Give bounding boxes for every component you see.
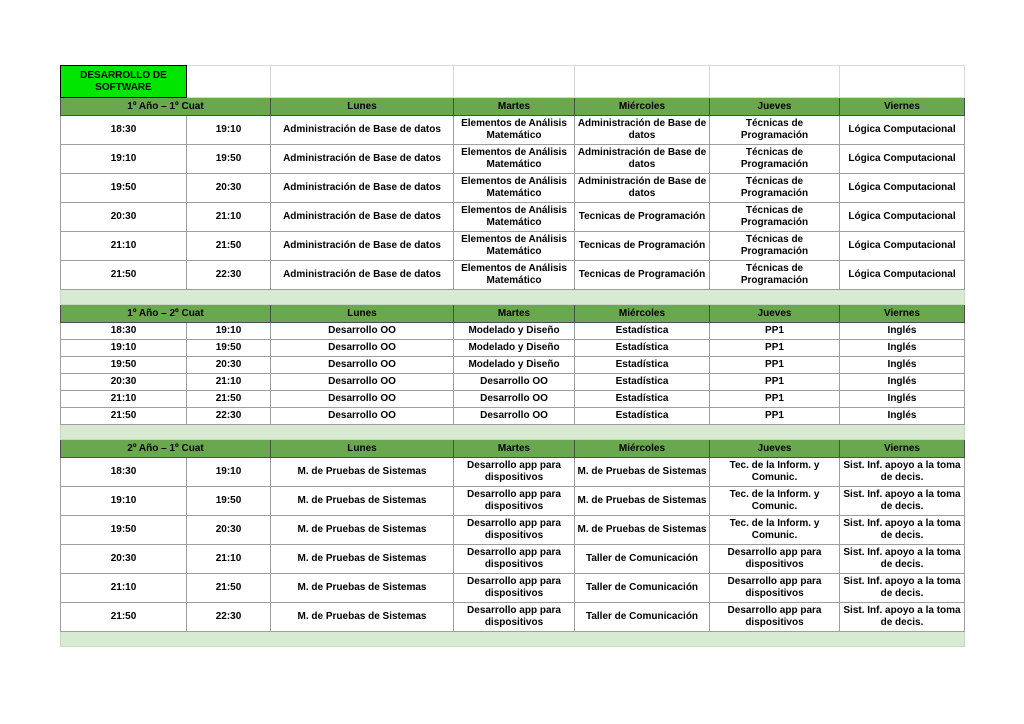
day-header: Jueves: [710, 440, 840, 458]
class-cell: M. de Pruebas de Sistemas: [271, 458, 454, 487]
class-cell: Desarrollo OO: [271, 374, 454, 391]
class-cell: Tecnicas de Programación: [575, 232, 710, 261]
start-time: 21:10: [61, 574, 187, 603]
class-cell: Desarrollo OO: [271, 357, 454, 374]
day-header: Lunes: [271, 440, 454, 458]
class-cell: Administración de Base de datos: [271, 116, 454, 145]
day-header: Martes: [454, 98, 575, 116]
class-cell: PP1: [710, 357, 840, 374]
class-cell: Desarrollo app para dispositivos: [454, 516, 575, 545]
class-cell: Administración de Base de datos: [271, 261, 454, 290]
class-cell: Inglés: [840, 391, 965, 408]
class-cell: Administración de Base de datos: [271, 174, 454, 203]
day-header: Jueves: [710, 305, 840, 323]
class-cell: Estadística: [575, 374, 710, 391]
class-cell: Modelado y Diseño: [454, 340, 575, 357]
class-cell: M. de Pruebas de Sistemas: [271, 545, 454, 574]
class-cell: Desarrollo app para dispositivos: [454, 487, 575, 516]
start-time: 19:50: [61, 516, 187, 545]
class-cell: Desarrollo OO: [454, 374, 575, 391]
class-cell: PP1: [710, 374, 840, 391]
class-cell: Elementos de Análisis Matemático: [454, 232, 575, 261]
end-time: 19:50: [187, 145, 271, 174]
schedule-row: [61, 174, 965, 203]
class-cell: M. de Pruebas de Sistemas: [271, 574, 454, 603]
title-row: [61, 66, 965, 98]
start-time: 21:50: [61, 261, 187, 290]
end-time: 20:30: [187, 516, 271, 545]
start-time: 18:30: [61, 116, 187, 145]
schedule-row: [61, 374, 965, 391]
day-header: Martes: [454, 305, 575, 323]
class-cell: Desarrollo app para dispositivos: [710, 545, 840, 574]
class-cell: M. de Pruebas de Sistemas: [575, 516, 710, 545]
start-time: 19:10: [61, 340, 187, 357]
class-cell: Desarrollo app para dispositivos: [454, 603, 575, 632]
class-cell: Administración de Base de datos: [271, 203, 454, 232]
end-time: 19:50: [187, 487, 271, 516]
class-cell: Lógica Computacional: [840, 261, 965, 290]
class-cell: Tec. de la Inform. y Comunic.: [710, 516, 840, 545]
schedule-row: [61, 574, 965, 603]
end-time: 19:10: [187, 323, 271, 340]
class-cell: Elementos de Análisis Matemático: [454, 174, 575, 203]
schedule-table: [60, 65, 965, 647]
class-cell: Administración de Base de datos: [271, 232, 454, 261]
end-time: 21:50: [187, 574, 271, 603]
class-cell: Estadística: [575, 357, 710, 374]
class-cell: Lógica Computacional: [840, 116, 965, 145]
end-time: 20:30: [187, 174, 271, 203]
class-cell: Elementos de Análisis Matemático: [454, 116, 575, 145]
schedule-row: [61, 145, 965, 174]
start-time: 18:30: [61, 323, 187, 340]
start-time: 18:30: [61, 458, 187, 487]
schedule-row: [61, 391, 965, 408]
class-cell: Desarrollo OO: [271, 340, 454, 357]
schedule-row: [61, 340, 965, 357]
start-time: 21:50: [61, 408, 187, 425]
class-cell: Inglés: [840, 408, 965, 425]
class-cell: Tecnicas de Programación: [575, 203, 710, 232]
class-cell: Técnicas de Programación: [710, 145, 840, 174]
end-time: 21:10: [187, 374, 271, 391]
class-cell: Lógica Computacional: [840, 174, 965, 203]
class-cell: Modelado y Diseño: [454, 323, 575, 340]
end-time: 19:50: [187, 340, 271, 357]
class-cell: M. de Pruebas de Sistemas: [271, 516, 454, 545]
schedule-row: [61, 232, 965, 261]
class-cell: Administración de Base de datos: [575, 174, 710, 203]
class-cell: Sist. Inf. apoyo a la toma de decis.: [840, 603, 965, 632]
class-cell: Sist. Inf. apoyo a la toma de decis.: [840, 516, 965, 545]
class-cell: Elementos de Análisis Matemático: [454, 261, 575, 290]
class-cell: Inglés: [840, 323, 965, 340]
day-header: Miércoles: [575, 98, 710, 116]
schedule-row: [61, 323, 965, 340]
class-cell: PP1: [710, 408, 840, 425]
class-cell: M. de Pruebas de Sistemas: [575, 487, 710, 516]
schedule-row: [61, 203, 965, 232]
class-cell: M. de Pruebas de Sistemas: [575, 458, 710, 487]
day-header: Miércoles: [575, 440, 710, 458]
class-cell: Desarrollo OO: [271, 408, 454, 425]
start-time: 20:30: [61, 374, 187, 391]
end-time: 22:30: [187, 261, 271, 290]
end-time: 19:10: [187, 116, 271, 145]
start-time: 21:50: [61, 603, 187, 632]
start-time: 21:10: [61, 391, 187, 408]
schedule-row: [61, 516, 965, 545]
day-header: Viernes: [840, 440, 965, 458]
class-cell: Taller de Comunicación: [575, 603, 710, 632]
class-cell: Sist. Inf. apoyo a la toma de decis.: [840, 487, 965, 516]
class-cell: Inglés: [840, 357, 965, 374]
class-cell: Desarrollo OO: [271, 323, 454, 340]
class-cell: Lógica Computacional: [840, 145, 965, 174]
class-cell: M. de Pruebas de Sistemas: [271, 603, 454, 632]
class-cell: Desarrollo OO: [271, 391, 454, 408]
class-cell: Tec. de la Inform. y Comunic.: [710, 487, 840, 516]
class-cell: PP1: [710, 323, 840, 340]
day-header: Lunes: [271, 98, 454, 116]
class-cell: Desarrollo app para dispositivos: [454, 574, 575, 603]
end-time: 21:10: [187, 203, 271, 232]
end-time: 20:30: [187, 357, 271, 374]
class-cell: Sist. Inf. apoyo a la toma de decis.: [840, 545, 965, 574]
class-cell: PP1: [710, 391, 840, 408]
schedule-row: [61, 603, 965, 632]
schedule-row: [61, 458, 965, 487]
start-time: 21:10: [61, 232, 187, 261]
day-header: Lunes: [271, 305, 454, 323]
schedule-row: [61, 357, 965, 374]
day-header: Martes: [454, 440, 575, 458]
section-label: 1º Año – 2º Cuat: [61, 305, 271, 323]
class-cell: Lógica Computacional: [840, 232, 965, 261]
class-cell: Desarrollo app para dispositivos: [454, 458, 575, 487]
class-cell: Estadística: [575, 408, 710, 425]
class-cell: Administración de Base de datos: [271, 145, 454, 174]
end-time: 22:30: [187, 408, 271, 425]
end-time: 19:10: [187, 458, 271, 487]
section-spacer: [61, 290, 965, 305]
class-cell: Modelado y Diseño: [454, 357, 575, 374]
class-cell: Estadística: [575, 340, 710, 357]
class-cell: Inglés: [840, 374, 965, 391]
class-cell: Tec. de la Inform. y Comunic.: [710, 458, 840, 487]
class-cell: M. de Pruebas de Sistemas: [271, 487, 454, 516]
end-time: 21:50: [187, 391, 271, 408]
class-cell: Taller de Comunicación: [575, 545, 710, 574]
class-cell: Técnicas de Programación: [710, 116, 840, 145]
class-cell: Técnicas de Programación: [710, 203, 840, 232]
day-header: Jueves: [710, 98, 840, 116]
class-cell: Taller de Comunicación: [575, 574, 710, 603]
day-header: Viernes: [840, 305, 965, 323]
schedule-row: [61, 261, 965, 290]
class-cell: Elementos de Análisis Matemático: [454, 145, 575, 174]
class-cell: Administración de Base de datos: [575, 116, 710, 145]
class-cell: Técnicas de Programación: [710, 232, 840, 261]
class-cell: Desarrollo app para dispositivos: [710, 574, 840, 603]
class-cell: Administración de Base de datos: [575, 145, 710, 174]
class-cell: Técnicas de Programación: [710, 174, 840, 203]
start-time: 19:10: [61, 487, 187, 516]
section-header-row: [61, 305, 965, 323]
section-header-row: [61, 440, 965, 458]
day-header: Miércoles: [575, 305, 710, 323]
section-label: 1º Año – 1º Cuat: [61, 98, 271, 116]
class-cell: Desarrollo OO: [454, 391, 575, 408]
class-cell: Tecnicas de Programación: [575, 261, 710, 290]
start-time: 20:30: [61, 203, 187, 232]
schedule-row: [61, 487, 965, 516]
class-cell: Desarrollo OO: [454, 408, 575, 425]
class-cell: Técnicas de Programación: [710, 261, 840, 290]
section-spacer: [61, 632, 965, 647]
class-cell: Elementos de Análisis Matemático: [454, 203, 575, 232]
start-time: 20:30: [61, 545, 187, 574]
class-cell: Estadística: [575, 391, 710, 408]
class-cell: Sist. Inf. apoyo a la toma de decis.: [840, 574, 965, 603]
class-cell: Lógica Computacional: [840, 203, 965, 232]
schedule-row: [61, 408, 965, 425]
start-time: 19:50: [61, 174, 187, 203]
class-cell: Desarrollo app para dispositivos: [710, 603, 840, 632]
schedule-row: [61, 545, 965, 574]
end-time: 21:50: [187, 232, 271, 261]
class-cell: PP1: [710, 340, 840, 357]
section-spacer: [61, 425, 965, 440]
class-cell: Estadística: [575, 323, 710, 340]
section-header-row: [61, 98, 965, 116]
schedule-title: DESARROLLO DE SOFTWARE: [61, 66, 187, 98]
end-time: 22:30: [187, 603, 271, 632]
class-cell: Inglés: [840, 340, 965, 357]
end-time: 21:10: [187, 545, 271, 574]
schedule-row: [61, 116, 965, 145]
start-time: 19:50: [61, 357, 187, 374]
class-cell: Desarrollo app para dispositivos: [454, 545, 575, 574]
start-time: 19:10: [61, 145, 187, 174]
day-header: Viernes: [840, 98, 965, 116]
class-cell: Sist. Inf. apoyo a la toma de decis.: [840, 458, 965, 487]
section-label: 2º Año – 1º Cuat: [61, 440, 271, 458]
